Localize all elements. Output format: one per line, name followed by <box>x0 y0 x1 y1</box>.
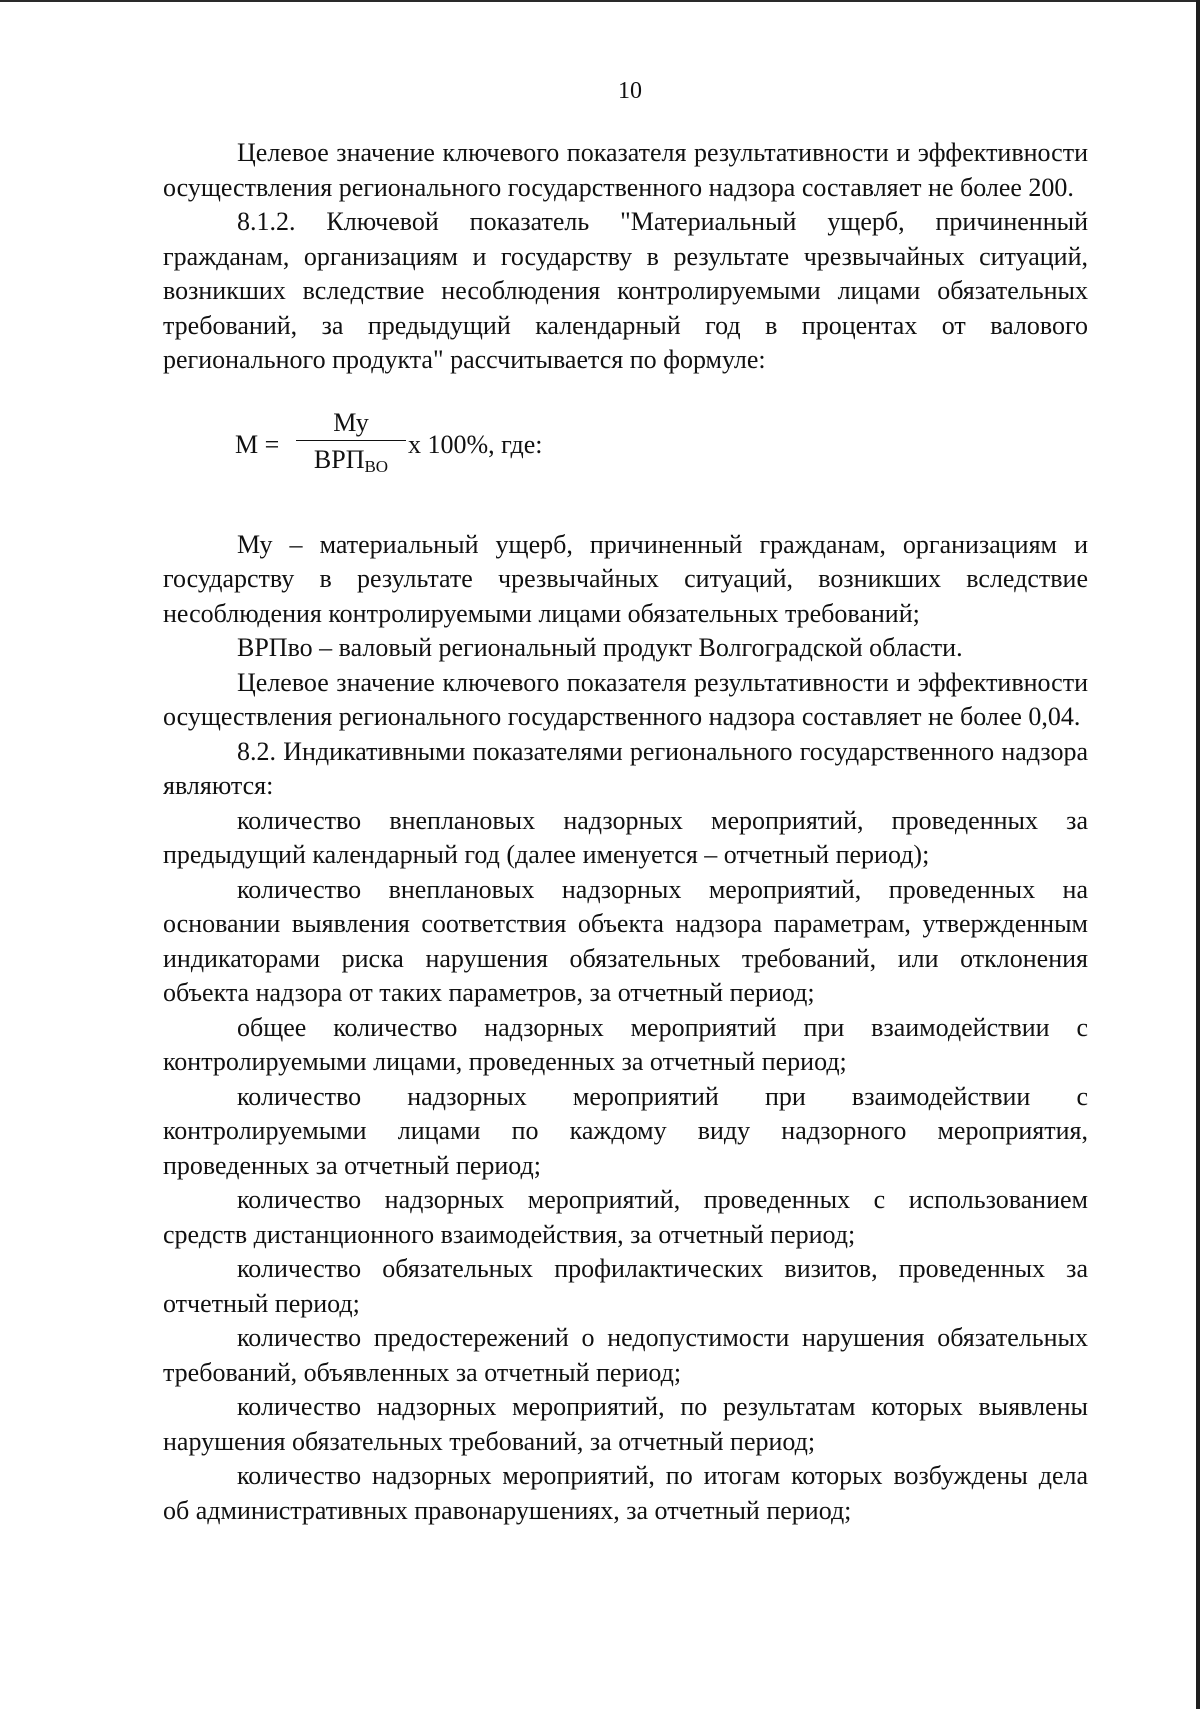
formula-numerator: Му <box>333 407 369 437</box>
list-item: количество надзорных мероприятий, проведенных с использованием средств дистанционного взаимодействия, за отчетный период; <box>163 1185 1088 1249</box>
list-item: количество обязательных профилактических визитов, проведенных за отчетный период; <box>163 1254 1088 1318</box>
fraction-bar <box>296 440 406 442</box>
formula-rhs: х 100%, где: <box>408 429 543 459</box>
list-item: количество надзорных мероприятий, по результатам которых выявлены нарушения обязательных требований, за отчетный период; <box>163 1392 1088 1456</box>
list-item: количество внеплановых надзорных мероприятий, проведенных на основании выявления соответствия объекта надзора параметрам, утвержденным индикаторами риска нарушения обязательных требований, или отклонения объекта надзора от таких параметров, за отчетный период; <box>163 874 1088 1007</box>
list-item: общее количество надзорных мероприятий при взаимодействии с контролируемыми лицами, проведенных за отчетный период; <box>163 1012 1088 1076</box>
list-item: количество надзорных мероприятий, по итогам которых возбуждены дела об административных правонарушениях, за отчетный период; <box>163 1461 1088 1525</box>
list-item: количество внеплановых надзорных мероприятий, проведенных за предыдущий календарный год (далее именуется – отчетный период); <box>163 805 1088 869</box>
list-item: количество надзорных мероприятий при взаимодействии с контролируемыми лицами по каждому виду надзорного мероприятия, проведенных за отчетный период; <box>163 1081 1088 1180</box>
formula-material-damage <box>163 378 1088 528</box>
formula-denominator-sub: ВО <box>364 457 389 476</box>
document-body <box>163 136 1088 1528</box>
paragraph-definition-mu: Му – материальный ущерб, причиненный гражданам, организациям и государству в результате чрезвычайных ситуаций, возникших вследствие несоблюдения контролируемыми лицами обязательных требований; <box>163 529 1088 628</box>
scan-top-border <box>0 0 1200 2</box>
list-item: количество предостережений о недопустимости нарушения обязательных требований, объявленных за отчетный период; <box>163 1323 1088 1387</box>
page-number: 10 <box>618 78 642 104</box>
formula-denominator <box>296 445 406 482</box>
scan-right-border <box>1196 0 1200 1709</box>
formula-lhs: М = <box>235 429 280 459</box>
formula-fraction <box>296 408 406 483</box>
paragraph-target-value-200: Целевое значение ключевого показателя результативности и эффективности осуществления регионального государственного надзора составляет не более 200. <box>163 138 1088 202</box>
paragraph-indicator-8-1-2: 8.1.2. Ключевой показатель "Материальный ущерб, причиненный гражданам, организациям и государству в результате чрезвычайных ситуаций, возникших вследствие несоблюдения контролируемыми лицами обязательных требований, за предыдущий календарный год в процентах от валового регионального продукта" рассчитывается по формуле: <box>163 207 1088 374</box>
paragraph-target-value-004: Целевое значение ключевого показателя результативности и эффективности осуществления регионального государственного надзора составляет не более 0,04. <box>163 667 1088 731</box>
paragraph-definition-vrp: ВРПво – валовый региональный продукт Волгоградской области. <box>237 633 963 662</box>
paragraph-indicative-8-2: 8.2. Индикативными показателями регионального государственного надзора являются: <box>163 736 1088 800</box>
formula-denominator-main: ВРП <box>313 445 365 474</box>
